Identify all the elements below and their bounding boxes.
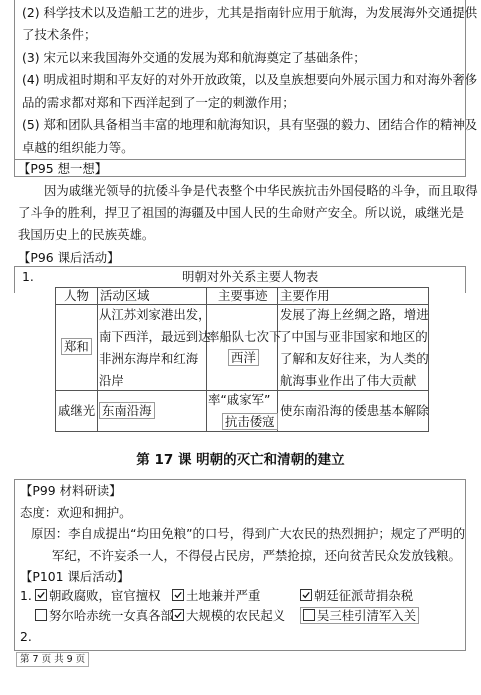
p99-attitude: 态度：欢迎和拥护。 (20, 505, 132, 520)
option-4[interactable]: 努尔哈赤统一女真各部 (35, 608, 173, 624)
option-5[interactable]: 大规模的农民起义 (172, 608, 285, 624)
p99-heading: 【P99 材料研读】 (20, 483, 122, 498)
th-deed: 主要事迹 (218, 288, 268, 303)
option-2[interactable]: 土地兼并严重 (172, 588, 260, 604)
checkbox-checked-icon[interactable] (300, 589, 312, 601)
area-line-1: 从江苏刘家港出发， (99, 307, 211, 322)
p95-heading: 【P95 想一想】 (18, 161, 108, 176)
p95-line-2: 了斗争的胜利，捍卫了祖国的海疆及中国人民的生命财产安全。所以说，戚继光是 (18, 205, 465, 220)
checkbox-empty-icon[interactable] (303, 609, 315, 621)
p96-number: 1. (22, 269, 34, 284)
area-line-4: 沿岸 (99, 373, 124, 388)
effect-line-1: 发展了海上丝绸之路，增进 (280, 307, 429, 322)
th-effect: 主要作用 (280, 288, 330, 303)
area-qijiguang: 东南沿海 (99, 402, 155, 419)
person-qijiguang: 戚继光 (58, 403, 96, 418)
p99-reason-2: 军纪，不许妄杀一人，不得侵占民房，严禁抢掠，还向贫苦民众发放钱粮。 (52, 548, 461, 563)
person-zhenghe: 郑和 (61, 338, 92, 355)
p101-number-1: 1. (20, 588, 32, 603)
deed-zhenghe-1: 率船队七次下 (207, 329, 282, 344)
deed-qijiguang-2: 抗击倭寇 (222, 413, 278, 430)
table-title: 明朝对外关系主要人物表 (182, 269, 319, 284)
area-line-3: 非洲东海岸和红海 (99, 351, 199, 366)
cell-zhenghe (61, 339, 92, 355)
checkbox-checked-icon[interactable] (35, 589, 47, 601)
list-item-4b: 品的需求都对郑和下西洋起到了一定的刺激作用； (22, 95, 295, 110)
p99-reason-1: 原因：李自成提出“均田免粮”的口号，得到广大农民的热烈拥护；规定了严明的 (31, 526, 466, 541)
list-item-2a: (2) 科学技术以及造船工艺的进步，尤其是指南针应用于航海，为发展海外交通提供 (22, 5, 478, 20)
checkbox-empty-icon[interactable] (35, 609, 47, 621)
page-number: 第 7 页 共 9 页 (16, 652, 89, 667)
list-item-2b: 了技术条件； (22, 27, 97, 42)
effect-qijiguang: 使东南沿海的倭患基本解除 (280, 403, 429, 418)
lesson-title: 第 17 课 明朝的灭亡和清朝的建立 (136, 452, 345, 468)
th-person: 人物 (64, 288, 89, 303)
checkbox-checked-icon[interactable] (172, 609, 184, 621)
effect-line-3: 了解和友好往来，为人类的 (280, 351, 429, 366)
p101-number-2: 2. (20, 629, 32, 644)
list-item-3: (3) 宋元以来我国海外交通的发展为郑和航海奠定了基础条件； (22, 50, 366, 65)
option-6[interactable]: 吴三桂引清军入关 (300, 608, 419, 624)
list-item-5a: (5) 郑和团队具备相当丰富的地理和航海知识，具有坚强的毅力、团结合作的精神及 (22, 117, 478, 132)
p96-heading: 【P96 课后活动】 (18, 250, 120, 265)
p101-heading: 【P101 课后活动】 (20, 569, 130, 584)
option-3[interactable]: 朝廷征派苛捐杂税 (300, 588, 413, 604)
p95-line-1: 因为戚继光领导的抗倭斗争是代表整个中华民族抗击外国侵略的斗争，而且取得 (44, 183, 478, 198)
th-area: 活动区域 (100, 288, 150, 303)
list-item-5b: 卓越的组织能力等。 (22, 140, 134, 155)
option-1[interactable]: 朝政腐败，宦官擅权 (35, 588, 161, 604)
list-item-4a: (4) 明成祖时期和平友好的对外开放政策，以及皇族想要向外展示国力和对海外奢侈 (22, 72, 478, 87)
deed-zhenghe-2: 西洋 (228, 349, 259, 366)
p95-line-3: 我国历史上的民族英雄。 (18, 227, 155, 242)
checkbox-checked-icon[interactable] (172, 589, 184, 601)
effect-line-4: 航海事业作出了伟大贡献 (280, 373, 417, 388)
area-line-2: 南下西洋，最远到达 (99, 329, 211, 344)
effect-line-2: 了中国与亚非国家和地区的 (279, 329, 428, 344)
deed-qijiguang-1: 率“戚家军” (208, 392, 271, 407)
